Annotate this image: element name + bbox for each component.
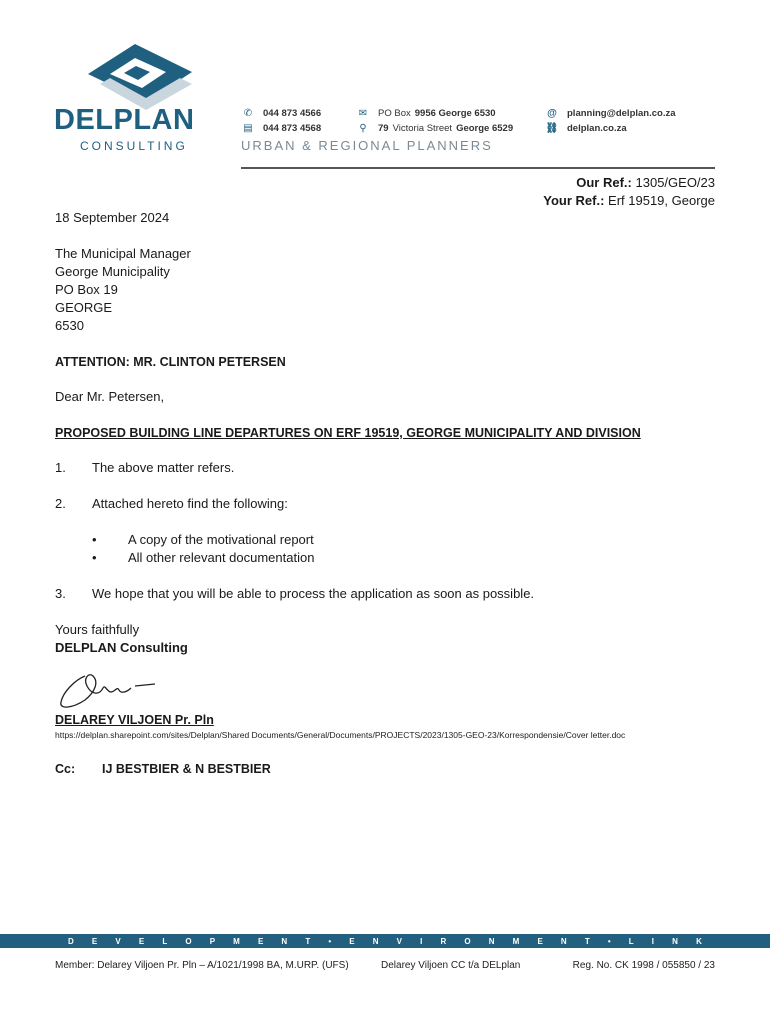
address-line: The Municipal Manager	[55, 246, 191, 261]
bullet-icon: •	[92, 532, 97, 547]
fax-icon: ▤	[243, 123, 253, 134]
website-contact[interactable]: ⛓ delplan.co.za	[545, 123, 627, 134]
bullet-text: A copy of the motivational report	[128, 532, 314, 547]
item-number: 3.	[55, 586, 66, 601]
item-text: Attached hereto find the following:	[92, 496, 288, 511]
cc-recipients: IJ BESTBIER & N BESTBIER	[102, 762, 271, 776]
header-divider	[241, 167, 715, 169]
email-contact[interactable]: @ planning@delplan.co.za	[545, 108, 676, 119]
location-icon: ⚲	[359, 123, 367, 134]
address-line: GEORGE	[55, 300, 113, 315]
closing-company: DELPLAN Consulting	[55, 640, 188, 655]
mail-icon: ✉	[358, 108, 368, 119]
footer-reg: Reg. No. CK 1998 / 055850 / 23	[572, 960, 715, 971]
letter-date: 18 September 2024	[55, 210, 170, 225]
company-logo-name: DELPLAN	[54, 104, 195, 136]
our-ref: Our Ref.: 1305/GEO/23	[576, 175, 715, 190]
footer-member: Member: Delarey Viljoen Pr. Pln – A/1021/1998 BA, M.URP. (UFS)	[55, 960, 349, 971]
closing: Yours faithfully	[55, 622, 140, 637]
item-number: 1.	[55, 460, 66, 475]
delplan-logo-icon	[80, 40, 195, 112]
item-number: 2.	[55, 496, 66, 511]
street-contact: ⚲ 79 Victoria Street George 6529	[356, 123, 513, 134]
address-line: 6530	[55, 318, 84, 333]
cc-label: Cc:	[55, 762, 76, 776]
signature-icon	[55, 662, 160, 712]
bullet-icon: •	[92, 550, 97, 565]
phone-icon: ✆	[243, 108, 253, 119]
item-text: We hope that you will be able to process the application as soon as possible.	[92, 586, 535, 601]
at-icon: @	[547, 108, 557, 119]
link-icon: ⛓	[545, 123, 559, 134]
salutation: Dear Mr. Petersen,	[55, 389, 165, 404]
address-line: George Municipality	[55, 264, 170, 279]
company-logo-sub: CONSULTING	[80, 139, 188, 153]
subject-heading: PROPOSED BUILDING LINE DEPARTURES ON ERF 19519, GEORGE MUNICIPALITY AND DIVISION	[55, 426, 641, 440]
fax-contact: ▤ 044 873 4568	[241, 123, 321, 134]
bullet-text: All other relevant documentation	[128, 550, 315, 565]
address-line: PO Box 19	[55, 282, 118, 297]
po-box-contact: ✉ PO Box 9956 George 6530	[356, 108, 496, 119]
file-path: https://delplan.sharepoint.com/sites/Delplan/Shared Documents/General/Documents/PROJECTS/2023/1305-GEO-23/Korrespondensie/Cover letter.doc	[55, 730, 626, 740]
attention-line: ATTENTION: MR. CLINTON PETERSEN	[55, 355, 286, 369]
your-ref: Your Ref.: Erf 19519, George	[543, 193, 715, 208]
footer-band: D E V E L O P M E N T • E N V I R O N M E N T • L I N K	[0, 934, 770, 948]
item-text: The above matter refers.	[92, 460, 235, 475]
footer-company: Delarey Viljoen CC t/a DELplan	[381, 960, 521, 971]
tagline: URBAN & REGIONAL PLANNERS	[241, 138, 493, 153]
phone-contact: ✆ 044 873 4566	[241, 108, 321, 119]
signatory: DELAREY VILJOEN Pr. Pln	[55, 713, 214, 727]
